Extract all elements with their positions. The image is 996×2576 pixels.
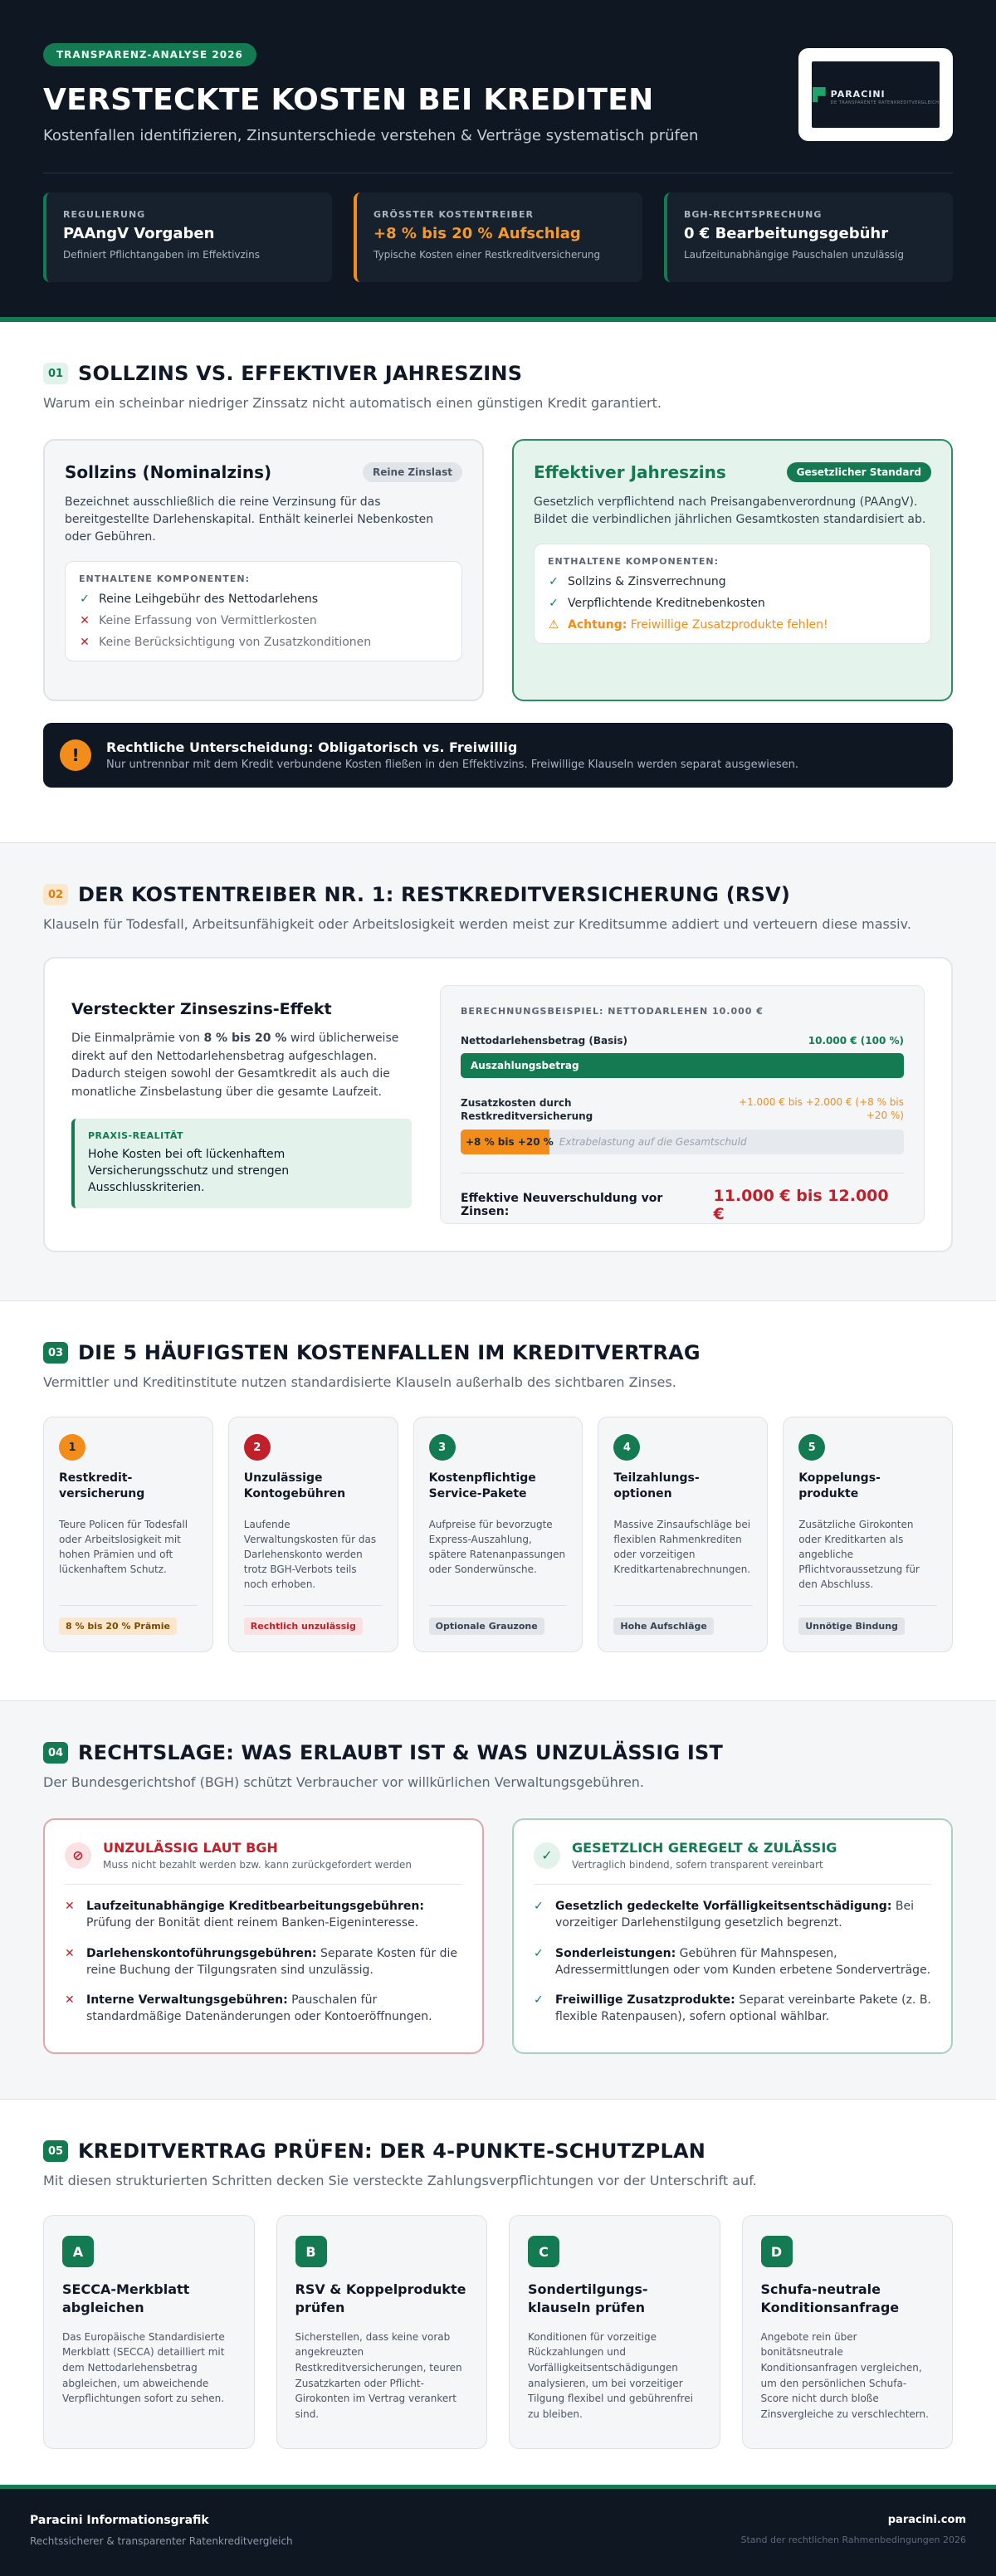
- law-header: [534, 1840, 931, 1885]
- component-label: [568, 618, 828, 632]
- law-item: [65, 1992, 462, 2026]
- law-header-text: [572, 1840, 837, 1871]
- steps-row: [43, 2215, 953, 2449]
- step-desc: Sicherstellen, dass keine vorab angekreuzten Restkreditversicherungen, teuren Zusatzkarten oder Pflicht-Girokonten im Vertrag verankert sind.: [295, 2330, 462, 2420]
- total-label: Effektive Neuverschuldung vor Zinsen:: [461, 1192, 663, 1219]
- effektivzins-card: [512, 439, 953, 701]
- footer-stand: Stand der rechtlichen Rahmenbedingungen 2026: [740, 2535, 966, 2545]
- trap-number: 4: [613, 1434, 640, 1461]
- trap-title: Koppelungs-produkte: [798, 1471, 881, 1500]
- section-heading: [43, 1341, 953, 1364]
- section-schutzplan: [0, 2100, 996, 2493]
- law-item-rest: Gebühren für Mahnspesen, Adressermittlungen oder vom Kunden erbetene Sonderverträge.: [555, 1946, 931, 1977]
- components-heading: ENTHALTENE KOMPONENTEN:: [79, 573, 250, 584]
- extra-value: +1.000 € bis +2.000 € (+8 % bis +20 %): [739, 1096, 904, 1121]
- card-header: [65, 462, 462, 482]
- stats-row: [43, 193, 953, 282]
- law-item-bold: Interne Verwaltungsgebühren:: [86, 1993, 288, 2008]
- law-title: GESETZLICH GEREGELT & ZULÄSSIG: [572, 1840, 837, 1856]
- component-item: [79, 593, 448, 606]
- section-title: DER KOSTENTREIBER NR. 1: RESTKREDITVERSICHERUNG (RSV): [78, 883, 791, 906]
- page-footer: [0, 2485, 996, 2576]
- extra-bar: +8 % bis +20 %: [461, 1129, 549, 1154]
- law-item-rest: Separate Kosten für die reine Buchung der Tilgungsraten sind unzulässig.: [86, 1946, 457, 1977]
- traps-row: [43, 1417, 953, 1652]
- praxis-heading: PRAXIS-REALITÄT: [88, 1129, 184, 1141]
- law-item-text: [86, 1992, 462, 2026]
- banner-text: [106, 739, 798, 771]
- warning-icon: ⚠: [548, 618, 559, 632]
- card-title: Effektiver Jahreszins: [534, 462, 726, 482]
- trap-number: 1: [59, 1434, 85, 1461]
- step-desc: Angebote rein über bonitätsneutrale Konditionsanfragen vergleichen, um den persönlichen Schufa-Score nicht durch bloße Zinsvergleiche zu verschlechtern.: [760, 2330, 929, 2420]
- law-item-rest: Prüfung der Bonität dient reinem Banken-Eigeninteresse.: [86, 1916, 419, 1930]
- stat-label: BGH-RECHTSPRECHUNG: [684, 209, 823, 220]
- trap-card: [598, 1417, 768, 1652]
- check-icon: ✓: [80, 593, 90, 606]
- rsv-card: [43, 957, 953, 1252]
- card-chip: Reine Zinslast: [363, 462, 462, 482]
- step-card: [509, 2215, 720, 2449]
- praxis-callout: [71, 1119, 412, 1208]
- law-title: UNZULÄSSIG LAUT BGH: [103, 1840, 278, 1856]
- step-letter: A: [62, 2236, 94, 2267]
- trap-divider: [244, 1605, 383, 1606]
- check-icon: ✓: [534, 1900, 544, 1913]
- section-number: 05: [43, 2140, 68, 2162]
- calc-total: [461, 1187, 904, 1223]
- stat-desc: Laufzeitunabhängige Pauschalen unzulässig: [684, 249, 904, 261]
- logo-wordmark: [831, 85, 940, 105]
- trap-title: Kostenpflichtige Service-Pakete: [428, 1471, 536, 1500]
- section-kostenfallen: [0, 1301, 996, 1701]
- step-desc: Das Europäische Standardisierte Merkblatt (SECCA) detailliert mit dem Nettodarlehensbetrag abgleichen, um abweichende Verpflichtungen sofort zu sehen.: [62, 2330, 225, 2405]
- trap-divider: [798, 1605, 937, 1606]
- law-item-bold: Freiwillige Zusatzprodukte:: [555, 1993, 735, 2008]
- law-item-bold: Laufzeitunabhängige Kreditbearbeitungsgebühren:: [86, 1900, 424, 1913]
- zulaessig-card: [512, 1818, 953, 2054]
- law-item-bold: Darlehenskontoführungsgebühren:: [86, 1946, 317, 1960]
- calc-row-extra: [461, 1096, 904, 1123]
- extra-bar-note: Extrabelastung auf die Gesamtschuld: [559, 1136, 747, 1149]
- warning-bold: Achtung:: [568, 618, 627, 632]
- total-value: 11.000 € bis 12.000 €: [713, 1187, 889, 1224]
- stat-card: [43, 193, 332, 282]
- component-item: [79, 614, 448, 627]
- check-icon: ✓: [549, 575, 559, 588]
- banner-title: Rechtliche Unterscheidung: Obligatorisch vs. Freiwillig: [106, 739, 518, 755]
- step-letter: D: [761, 2236, 793, 2267]
- logo-name: PARACINI: [830, 88, 886, 100]
- trap-divider: [429, 1605, 568, 1606]
- stat-card: [354, 193, 642, 282]
- stat-label: GRÖSSTER KOSTENTREIBER: [374, 209, 534, 220]
- law-item-bold: Gesetzlich gedeckelte Vorfälligkeitsentschädigung:: [555, 1900, 892, 1913]
- cross-icon: ✕: [65, 1993, 75, 2008]
- trap-number: 5: [798, 1434, 825, 1461]
- trap-tag: Hohe Aufschläge: [613, 1617, 713, 1635]
- component-item: [79, 636, 448, 649]
- step-title: Sondertilgungs-klauseln prüfen: [528, 2281, 648, 2316]
- trap-tag: 8 % bis 20 % Prämie: [59, 1617, 177, 1635]
- section-title: DIE 5 HÄUFIGSTEN KOSTENFALLEN IM KREDITVERTRAG: [78, 1341, 701, 1364]
- trap-card: [228, 1417, 398, 1652]
- section-title: KREDITVERTRAG PRÜFEN: DER 4-PUNKTE-SCHUTZPLAN: [78, 2139, 706, 2163]
- stat-label: REGULIERUNG: [63, 209, 146, 220]
- section-subtitle: Mit diesen strukturierten Schritten decken Sie versteckte Zahlungsverpflichtungen vor der Unterschrift auf.: [43, 2173, 757, 2188]
- component-label: Verpflichtende Kreditnebenkosten: [568, 597, 765, 610]
- exclamation-icon: !: [60, 739, 91, 771]
- trap-divider: [59, 1605, 198, 1606]
- law-item-rest: Separat vereinbarte Pakete (z. B. flexible Ratenpausen), sofern optional wählbar.: [555, 1993, 931, 2024]
- logo-inner: [812, 61, 940, 128]
- card-desc: Bezeichnet ausschließlich die reine Verzinsung für das bereitgestellte Darlehenskapital. Enthält keinerlei Nebenkosten oder Gebühren.: [65, 495, 434, 544]
- law-item-text: [555, 1992, 931, 2026]
- step-letter: B: [295, 2236, 327, 2267]
- trap-desc: Massive Zinsaufschläge bei flexiblen Rahmenkrediten oder vorzeitigen Kreditkartenabrechnungen.: [613, 1519, 751, 1575]
- section-heading: [43, 2139, 953, 2163]
- law-item-bold: Sonderleistungen:: [555, 1946, 676, 1960]
- law-item: [65, 1898, 462, 1932]
- law-subtitle: Muss nicht bezahlt werden bzw. kann zurückgefordert werden: [103, 1859, 413, 1871]
- section-rechtslage: [0, 1701, 996, 2100]
- section-heading: [43, 1741, 953, 1764]
- page-subtitle: Kostenfallen identifizieren, Zinsunterschiede verstehen & Verträge systematisch prüfen: [43, 127, 699, 144]
- step-title: Schufa-neutrale Konditionsanfrage: [760, 2281, 900, 2316]
- trap-number: 3: [429, 1434, 456, 1461]
- trap-title: Restkredit-versicherung: [59, 1471, 145, 1500]
- footer-url-link[interactable]: paracini.com: [887, 2514, 966, 2526]
- step-title: RSV & Koppelprodukte prüfen: [295, 2281, 466, 2316]
- components-box: [65, 561, 462, 661]
- step-title: SECCA-Merkblatt abgleichen: [62, 2281, 190, 2316]
- component-label: Keine Erfassung von Vermittlerkosten: [99, 614, 317, 627]
- check-icon: ✓: [534, 1993, 544, 2008]
- law-item-text: [86, 1945, 462, 1979]
- trap-tag: Unnötige Bindung: [798, 1617, 905, 1635]
- check-icon: ✓: [549, 597, 559, 610]
- sollzins-card: [43, 439, 484, 701]
- cross-icon: ✕: [80, 636, 90, 649]
- trap-desc: Aufpreise für bevorzugte Express-Auszahlung, spätere Ratenanpassungen oder Sonderwünsche.: [428, 1519, 566, 1575]
- legal-banner: [43, 723, 953, 788]
- check-circle-icon: ✓: [534, 1842, 560, 1869]
- card-chip: Gesetzlicher Standard: [787, 462, 931, 482]
- hero-header: [0, 0, 996, 322]
- brand-logo[interactable]: [798, 48, 953, 141]
- extra-bar-track: [461, 1129, 904, 1154]
- page-title: VERSTECKTE KOSTEN BEI KREDITEN: [43, 83, 654, 117]
- step-card: [742, 2215, 954, 2449]
- calculation-box: [440, 985, 925, 1224]
- component-item: [548, 597, 917, 610]
- section-subtitle: Klauseln für Todesfall, Arbeitsunfähigkeit oder Arbeitslosigkeit werden meist zur Kreditsumme addiert und verteuern diese massiv.: [43, 916, 911, 932]
- check-icon: ✓: [534, 1946, 544, 1960]
- comparison-cards: [43, 439, 953, 701]
- card-header: [534, 462, 931, 482]
- section-subtitle: Der Bundesgerichtshof (BGH) schützt Verbraucher vor willkürlichen Verwaltungsgebühren.: [43, 1774, 645, 1790]
- rsv-text-b: wird üblicherweise direkt auf den Nettodarlehensbetrag aufgeschlagen. Dadurch steigen sowohl der Gesamtkredit als auch die monatliche Zinsbelastung über die gesamte Laufzeit.: [71, 1032, 399, 1100]
- stat-desc: Typische Kosten einer Restkreditversicherung: [374, 249, 601, 261]
- trap-number: 2: [244, 1434, 271, 1461]
- law-item-text: [555, 1898, 931, 1932]
- logo-tagline: DE TRANSPARENTE RATENKREDITVERGLEICH: [830, 100, 940, 105]
- calc-row-base: [461, 1035, 904, 1046]
- section-title: SOLLZINS VS. EFFEKTIVER JAHRESZINS: [78, 362, 523, 385]
- rsv-text-bold: 8 % bis 20 %: [203, 1032, 287, 1045]
- step-card: [276, 2215, 488, 2449]
- trap-card: [413, 1417, 583, 1652]
- rsv-explainer: [71, 985, 412, 1224]
- rsv-title: Versteckter Zinseszins-Effekt: [71, 1000, 332, 1018]
- components-box: [534, 544, 931, 644]
- stat-value: PAAngV Vorgaben: [63, 225, 215, 242]
- stat-desc: Definiert Pflichtangaben im Effektivzins: [63, 249, 260, 261]
- stat-value: +8 % bis 20 % Aufschlag: [374, 225, 581, 242]
- card-title: Sollzins (Nominalzins): [65, 462, 272, 482]
- footer-right: [741, 2514, 966, 2551]
- trap-desc: Zusätzliche Girokonten oder Kreditkarten als angebliche Pflichtvoraussetzung für den Abschluss.: [798, 1519, 920, 1590]
- eyebrow-badge: TRANSPARENZ-ANALYSE 2026: [43, 43, 256, 66]
- rsv-text-a: Die Einmalprämie von: [71, 1032, 204, 1045]
- base-value: 10.000 € (100 %): [808, 1035, 904, 1046]
- footer-tagline: Rechtssicherer & transparenter Ratenkreditvergleich: [30, 2535, 293, 2547]
- section-heading: [43, 883, 953, 906]
- component-label: Sollzins & Zinsverrechnung: [568, 575, 726, 588]
- stat-value: 0 € Bearbeitungsgebühr: [684, 225, 889, 242]
- rsv-text: [71, 1030, 412, 1102]
- footer-left: [30, 2514, 293, 2551]
- law-item-rest: Pauschalen für standardmäßige Datenänderungen oder Kontoeröffnungen.: [86, 1993, 432, 2024]
- stat-card: [664, 193, 953, 282]
- section-number: 02: [43, 884, 68, 905]
- law-header: [65, 1840, 462, 1885]
- unzulaessig-card: [43, 1818, 484, 2054]
- trap-card: [783, 1417, 953, 1652]
- footer-brand: Paracini Informationsgrafik: [30, 2514, 209, 2527]
- trap-tag: Optionale Grauzone: [429, 1617, 544, 1635]
- law-item: [534, 1898, 931, 1932]
- cross-icon: ✕: [65, 1900, 75, 1913]
- section-number: 04: [43, 1742, 68, 1764]
- section-number: 03: [43, 1342, 68, 1364]
- law-cards: [43, 1818, 953, 2054]
- section-subtitle: Vermittler und Kreditinstitute nutzen standardisierte Klauseln außerhalb des sichtbaren Zinses.: [43, 1374, 676, 1390]
- banner-desc: Nur untrennbar mit dem Kredit verbundene Kosten fließen in den Effektivzins. Freiwillige Klauseln werden separat ausgewiesen.: [106, 759, 798, 771]
- law-header-text: [103, 1840, 412, 1871]
- law-item-rest: Bei vorzeitiger Darlehenstilgung gesetzlich begrenzt.: [555, 1900, 914, 1930]
- warning-text: Freiwillige Zusatzprodukte fehlen!: [627, 618, 828, 632]
- base-bar: Auszahlungsbetrag: [461, 1053, 904, 1078]
- trap-title: Unzulässige Kontogebühren: [243, 1471, 346, 1500]
- prohibited-icon: ⊘: [65, 1842, 91, 1869]
- base-label: Nettodarlehensbetrag (Basis): [461, 1035, 627, 1046]
- calculation-heading: BERECHNUNGSBEISPIEL: NETTODARLEHEN 10.000 €: [461, 1006, 764, 1017]
- card-desc: Gesetzlich verpflichtend nach Preisangabenverordnung (PAAngV). Bildet die verbindlichen jährlichen Gesamtkosten standardisiert ab.: [534, 495, 926, 526]
- trap-desc: Teure Policen für Todesfall oder Arbeitslosigkeit mit hohen Prämien und oft lückenhaftem Schutz.: [59, 1519, 188, 1575]
- components-heading: ENTHALTENE KOMPONENTEN:: [548, 556, 719, 567]
- trap-divider: [613, 1605, 752, 1606]
- law-item: [534, 1992, 931, 2026]
- section-title: RECHTSLAGE: WAS ERLAUBT IST & WAS UNZULÄSSIG IST: [78, 1741, 724, 1764]
- component-item-warning: [548, 618, 917, 632]
- trap-desc: Laufende Verwaltungskosten für das Darlehenskonto werden trotz BGH-Verbots teils noch erhoben.: [243, 1519, 377, 1590]
- law-item: [65, 1945, 462, 1979]
- extra-label: Zusatzkosten durch Restkreditversicherung: [461, 1097, 593, 1123]
- step-desc: Konditionen für vorzeitige Rückzahlungen und Vorfälligkeitsentschädigungen analysieren, um bei vorzeitiger Tilgung flexibel und gebührenfrei zu bleiben.: [528, 2330, 693, 2420]
- law-item-text: [86, 1898, 462, 1932]
- step-card: [43, 2215, 255, 2449]
- section-heading: [43, 362, 953, 385]
- section-subtitle: Warum ein scheinbar niedriger Zinssatz nicht automatisch einen günstigen Kredit garantiert.: [43, 395, 662, 411]
- praxis-text: Hohe Kosten bei oft lückenhaftem Versicherungsschutz und strengen Ausschlusskriterien.: [88, 1147, 290, 1195]
- trap-title: Teilzahlungs-optionen: [613, 1471, 700, 1500]
- cross-icon: ✕: [80, 614, 90, 627]
- trap-card: [43, 1417, 213, 1652]
- component-label: Keine Berücksichtigung von Zusatzkonditionen: [99, 636, 372, 649]
- cross-icon: ✕: [65, 1946, 75, 1960]
- law-item-text: [555, 1945, 931, 1979]
- section-number: 01: [43, 363, 68, 384]
- component-item: [548, 575, 917, 588]
- logo-mark-icon: [813, 87, 826, 102]
- trap-tag: Rechtlich unzulässig: [244, 1617, 363, 1635]
- law-subtitle: Vertraglich bindend, sofern transparent vereinbart: [572, 1859, 823, 1871]
- step-letter: C: [528, 2236, 559, 2267]
- section-sollzins: [0, 322, 996, 843]
- component-label: Reine Leihgebühr des Nettodarlehens: [99, 593, 319, 606]
- section-rsv: [0, 843, 996, 1301]
- law-item: [534, 1945, 931, 1979]
